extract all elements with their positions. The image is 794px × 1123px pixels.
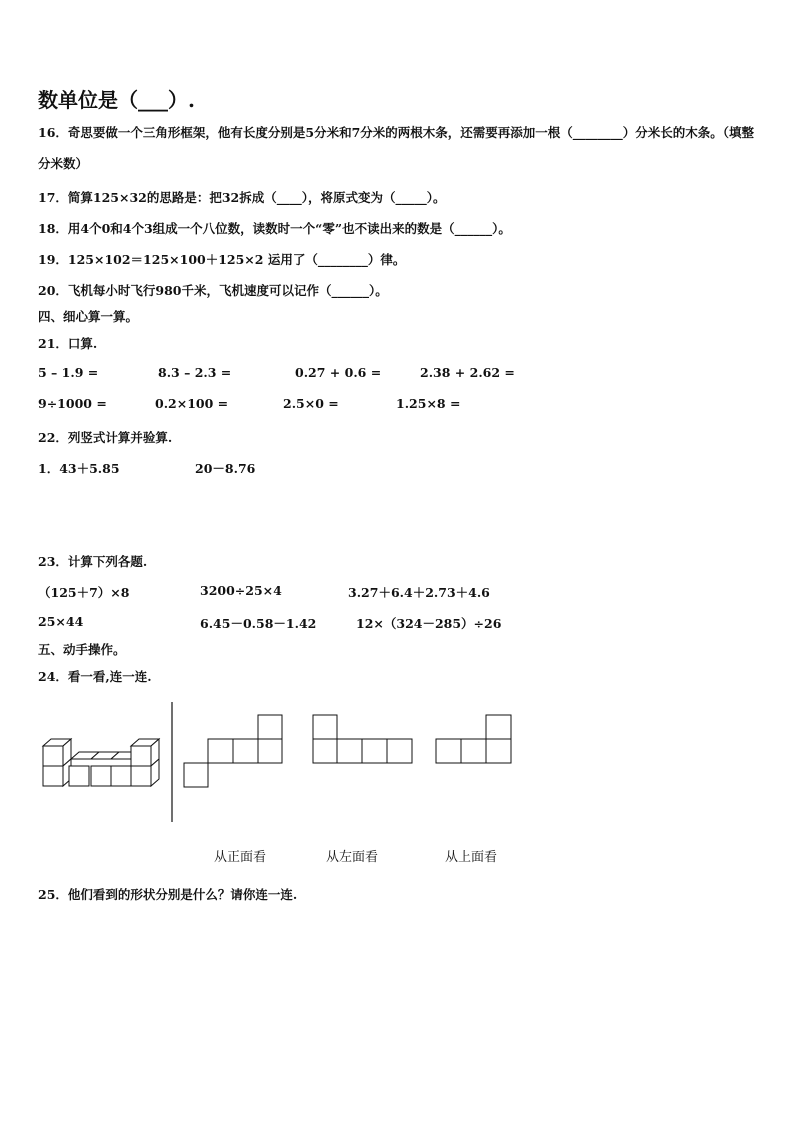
divider-line [171, 702, 173, 822]
cube-solid-figure [40, 738, 160, 798]
vertical-calc-item: 20－8.76 [195, 461, 256, 476]
calc-item: （125＋7）×8 [38, 585, 130, 600]
question-22-title: 22．列竖式计算并验算. [38, 430, 173, 445]
question-18: 18．用4个0和4个3组成一个八位数，读数时一个“零”也不读出来的数是（______）。 [38, 221, 511, 236]
oral-calc-item: 2.38 + 2.62 = [420, 365, 515, 380]
oral-calc-item: 5 – 1.9 = [38, 365, 99, 380]
calc-item: 3200÷25×4 [200, 583, 282, 598]
view-shape-a [183, 714, 283, 790]
section-4-title: 四、细心算一算。 [38, 309, 139, 324]
oral-calc-item: 8.3 – 2.3 = [158, 365, 232, 380]
question-19: 19．125×102＝125×100＋125×2 运用了（________）律。 [38, 252, 406, 267]
vertical-calc-item: 1．43＋5.85 [38, 461, 120, 476]
question-17: 17．简算125×32的思路是：把32拆成（____），将原式变为（_____）。 [38, 190, 446, 205]
view-shape-b [312, 714, 414, 766]
caption-left-view: 从左面看 [326, 850, 379, 865]
oral-calc-item: 1.25×8 = [396, 396, 461, 411]
section-5-title: 五、动手操作。 [38, 642, 126, 657]
view-shape-c [435, 714, 513, 766]
calc-item: 25×44 [38, 614, 84, 629]
question-24-title: 24．看一看,连一连. [38, 669, 152, 684]
question-23-title: 23．计算下列各题. [38, 554, 148, 569]
calc-item: 3.27＋6.4＋2.73＋4.6 [348, 585, 490, 600]
calc-item: 6.45－0.58－1.42 [200, 616, 317, 631]
question-25: 25．他们看到的形状分别是什么？请你连一连. [38, 887, 298, 902]
header-line: 数单位是（___）. [38, 88, 195, 112]
oral-calc-item: 0.27 + 0.6 = [295, 365, 382, 380]
question-16: 16．奇思要做一个三角形框架，他有长度分别是5分米和7分米的两根木条，还需要再添加一根（________）分米长的木条。（填整分米数） [38, 125, 755, 171]
question-21-title: 21．口算. [38, 336, 98, 351]
oral-calc-item: 2.5×0 = [283, 396, 339, 411]
oral-calc-item: 0.2×100 = [155, 396, 229, 411]
question-20: 20．飞机每小时飞行980千米，飞机速度可以记作（______）。 [38, 283, 388, 298]
calc-item: 12×（324－285）÷26 [356, 616, 502, 631]
caption-front-view: 从正面看 [214, 850, 267, 865]
oral-calc-item: 9÷1000 = [38, 396, 107, 411]
caption-top-view: 从上面看 [445, 850, 498, 865]
